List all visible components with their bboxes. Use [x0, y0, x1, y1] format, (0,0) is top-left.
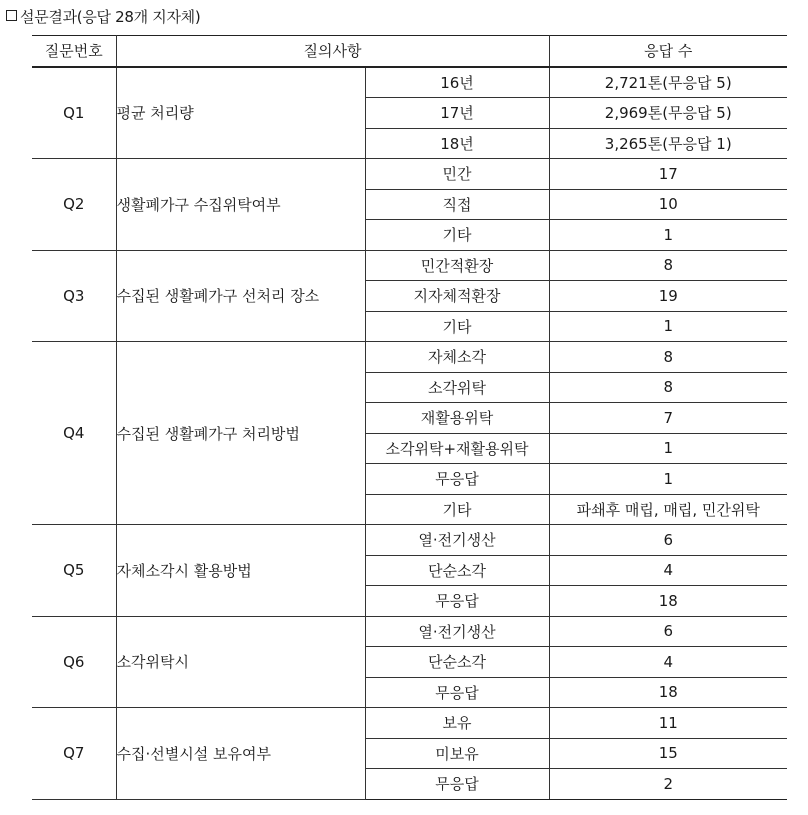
answer-count: 3,265톤(무응답 1) — [549, 128, 787, 159]
header-question-number: 질문번호 — [32, 36, 116, 67]
answer-option: 무응답 — [365, 586, 549, 617]
question-text: 수집된 생활폐가구 선처리 장소 — [116, 250, 365, 342]
table-row — [32, 616, 787, 647]
answer-count: 11 — [549, 708, 787, 739]
table-row — [32, 67, 787, 98]
answer-count: 17 — [549, 159, 787, 190]
answer-count: 6 — [549, 525, 787, 556]
answer-option: 소각위탁 — [365, 372, 549, 403]
answer-option: 지자체적환장 — [365, 281, 549, 312]
answer-option: 소각위탁+재활용위탁 — [365, 433, 549, 464]
answer-option: 무응답 — [365, 464, 549, 495]
answer-count: 4 — [549, 555, 787, 586]
answer-option: 단순소각 — [365, 647, 549, 678]
question-number: Q6 — [32, 616, 116, 708]
question-number: Q3 — [32, 250, 116, 342]
title-text: 설문결과(응답 28개 지자체) — [20, 8, 201, 26]
answer-option: 열·전기생산 — [365, 616, 549, 647]
answer-count: 18 — [549, 586, 787, 617]
answer-count: 2,721톤(무응답 5) — [549, 67, 787, 98]
answer-count: 2 — [549, 769, 787, 800]
answer-count: 2,969톤(무응답 5) — [549, 98, 787, 129]
question-text: 소각위탁시 — [116, 616, 365, 708]
checkbox-bullet-icon — [6, 10, 17, 21]
answer-count: 4 — [549, 647, 787, 678]
question-text: 생활폐가구 수집위탁여부 — [116, 159, 365, 251]
answer-option: 민간 — [365, 159, 549, 190]
answer-count: 8 — [549, 250, 787, 281]
answer-option: 보유 — [365, 708, 549, 739]
table-row — [32, 525, 787, 556]
question-text: 수집된 생활폐가구 처리방법 — [116, 342, 365, 525]
table-row — [32, 159, 787, 190]
answer-option: 16년 — [365, 67, 549, 98]
answer-count: 8 — [549, 372, 787, 403]
answer-option: 17년 — [365, 98, 549, 129]
answer-option: 무응답 — [365, 769, 549, 800]
answer-count: 7 — [549, 403, 787, 434]
table-row — [32, 708, 787, 739]
answer-option: 기타 — [365, 311, 549, 342]
question-number: Q1 — [32, 67, 116, 159]
answer-count: 19 — [549, 281, 787, 312]
answer-option: 기타 — [365, 494, 549, 525]
document-title — [6, 6, 200, 27]
answer-option: 단순소각 — [365, 555, 549, 586]
answer-count: 1 — [549, 220, 787, 251]
question-text: 수집·선별시설 보유여부 — [116, 708, 365, 800]
question-text: 자체소각시 활용방법 — [116, 525, 365, 617]
survey-results-table — [32, 35, 787, 800]
question-text: 평균 처리량 — [116, 67, 365, 159]
answer-option: 열·전기생산 — [365, 525, 549, 556]
answer-option: 직접 — [365, 189, 549, 220]
answer-count: 1 — [549, 464, 787, 495]
answer-option: 18년 — [365, 128, 549, 159]
answer-count: 파쇄후 매립, 매립, 민간위탁 — [549, 494, 787, 525]
answer-count: 6 — [549, 616, 787, 647]
table-row — [32, 342, 787, 373]
answer-count: 1 — [549, 433, 787, 464]
answer-count: 10 — [549, 189, 787, 220]
answer-count: 1 — [549, 311, 787, 342]
answer-count: 15 — [549, 738, 787, 769]
header-question: 질의사항 — [116, 36, 549, 67]
question-number: Q7 — [32, 708, 116, 800]
header-answer-count: 응답 수 — [549, 36, 787, 67]
question-number: Q5 — [32, 525, 116, 617]
answer-option: 무응답 — [365, 677, 549, 708]
answer-option: 기타 — [365, 220, 549, 251]
answer-option: 재활용위탁 — [365, 403, 549, 434]
answer-option: 자체소각 — [365, 342, 549, 373]
answer-count: 18 — [549, 677, 787, 708]
answer-option: 민간적환장 — [365, 250, 549, 281]
table-header-row — [32, 36, 787, 67]
question-number: Q4 — [32, 342, 116, 525]
answer-option: 미보유 — [365, 738, 549, 769]
table-row — [32, 250, 787, 281]
answer-count: 8 — [549, 342, 787, 373]
question-number: Q2 — [32, 159, 116, 251]
